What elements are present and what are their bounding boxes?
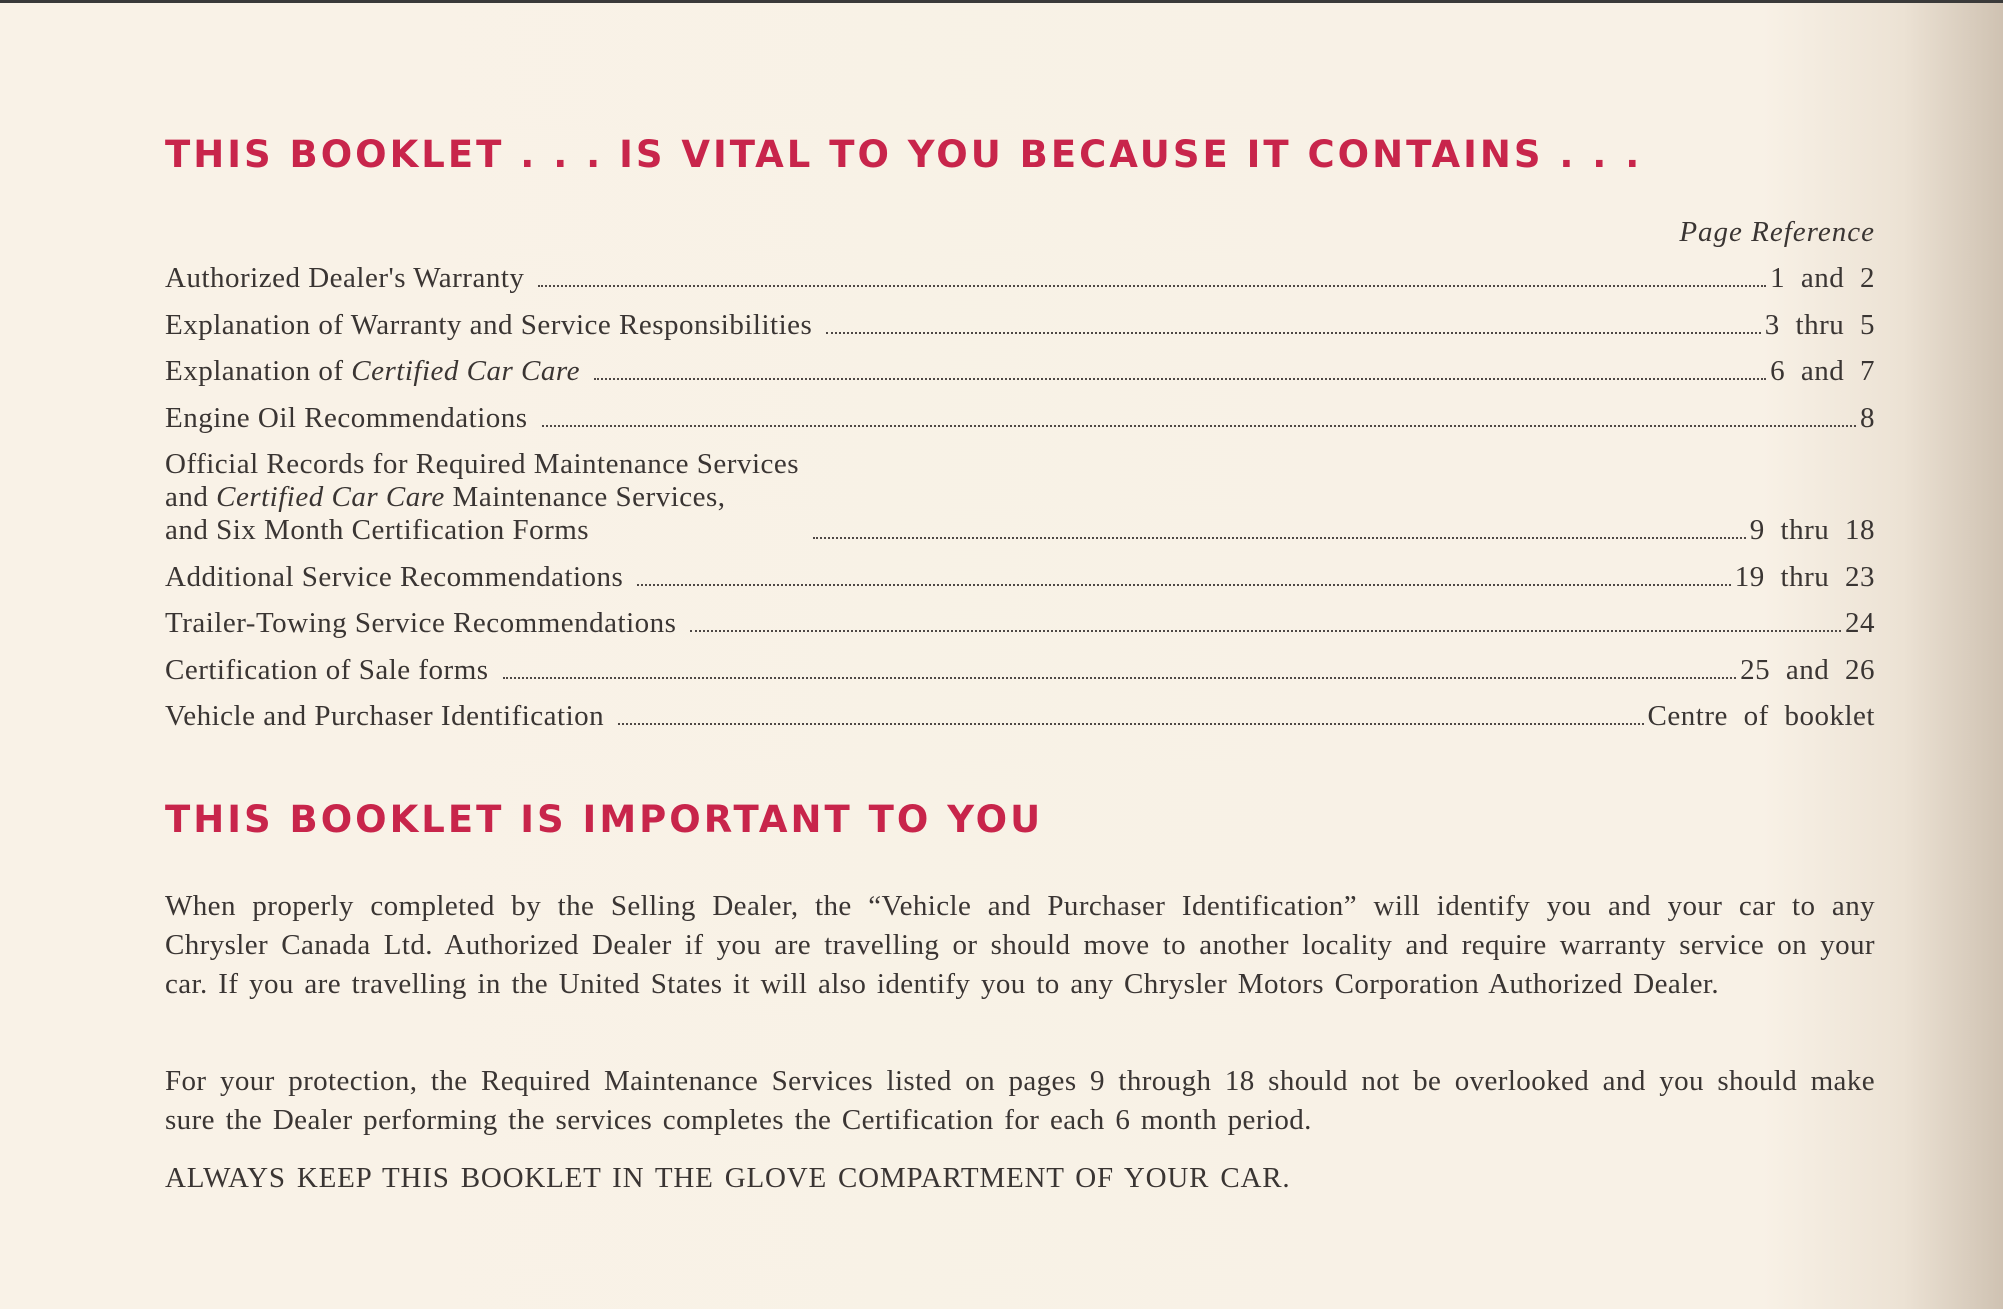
identification-paragraph: When properly completed by the Selling Dealer, the “Vehicle and Purchaser Identification” will identify you and your car to any Chrysler Canada Ltd. Authorized Dealer if you are travelling or should move to another locality and require warranty service on your car. If you are travelling in the United States it will also identify you to any Chrysler Motors Corporation Authorized Dealer. <box>165 890 1875 1000</box>
toc-page-ref: 1 and 2 <box>1770 262 1875 294</box>
dot-leader <box>538 285 1766 287</box>
toc-title: Certification of Sale forms <box>165 653 489 686</box>
toc-row-warranty <box>165 262 1875 295</box>
toc-row-certification-of-sale <box>165 654 1875 687</box>
toc-title: Authorized Dealer's Warranty <box>165 262 525 294</box>
protection-paragraph: For your protection, the Required Maintenance Services listed on pages 9 through 18 should not be overlooked and you should make sure the Dealer performing the services completes the Certification for each 6 month period. <box>165 1065 1875 1136</box>
toc-title: Trailer-Towing Service Recommendations <box>165 607 677 639</box>
page-top-edge <box>0 0 2003 3</box>
toc-row-explanation-warranty <box>165 309 1875 342</box>
toc-row-certified-car-care <box>165 355 1875 388</box>
toc-page-ref: 24 <box>1845 607 1875 639</box>
toc-row-vehicle-identification <box>165 700 1875 733</box>
dot-leader <box>637 584 1730 586</box>
toc-page-ref: 25 and 26 <box>1740 653 1875 686</box>
page-reference-header: Page Reference <box>1679 216 1875 248</box>
toc-row-engine-oil <box>165 402 1875 435</box>
toc-page-ref: 9 thru 18 <box>1749 514 1875 546</box>
toc-title: Vehicle and Purchaser Identification <box>165 700 605 732</box>
dot-leader <box>690 630 1841 632</box>
toc-title: Official Records for Required Maintenance Services and Certified Car Care Maintenance Services, and Six Month Certification Forms <box>165 448 800 546</box>
toc-page-ref: Centre of booklet <box>1647 700 1875 732</box>
important-heading: THIS BOOKLET IS IMPORTANT TO YOU <box>165 798 1044 841</box>
toc-title: Explanation of Certified Car Care <box>165 355 580 387</box>
toc-page-ref: 6 and 7 <box>1770 355 1875 387</box>
dot-leader <box>826 332 1760 334</box>
toc-title: Additional Service Recommendations <box>165 560 624 593</box>
toc-page-ref: 19 thru 23 <box>1734 560 1875 593</box>
dot-leader <box>542 425 1856 427</box>
dot-leader <box>618 723 1643 725</box>
toc-title: Explanation of Warranty and Service Responsibilities <box>165 308 813 341</box>
dot-leader <box>594 378 1766 380</box>
toc-row-additional-service <box>165 561 1875 594</box>
contents-heading: THIS BOOKLET . . . IS VITAL TO YOU BECAUSE IT CONTAINS . . . <box>165 133 1643 176</box>
toc-page-ref: 3 thru 5 <box>1764 308 1875 341</box>
toc-row-official-records <box>165 448 1875 547</box>
table-of-contents <box>165 262 1875 747</box>
toc-row-trailer-towing <box>165 607 1875 640</box>
toc-page-ref: 8 <box>1860 401 1875 434</box>
glove-compartment-notice: ALWAYS KEEP THIS BOOKLET IN THE GLOVE COMPARTMENT OF YOUR CAR. <box>165 1162 1291 1194</box>
toc-title: Engine Oil Recommendations <box>165 401 528 434</box>
dot-leader <box>503 677 1737 679</box>
dot-leader <box>813 537 1746 539</box>
